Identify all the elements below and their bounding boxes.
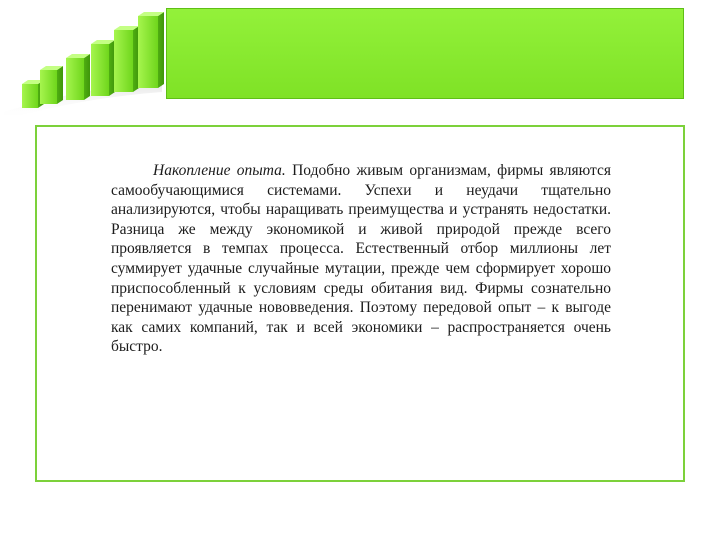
body-lead: Накопление опыта. [153,162,286,179]
body-paragraph [111,161,611,357]
slide-title-banner [166,8,684,99]
body-text: Подобно живым организмам, фирмы являются самообучающимися системами. Успехи и неудачи тщательно анализируются, чтобы наращивать преимущества и устранять недостатки. Разница же между экономикой и живой природой прежде всего проявляется в темпах процесса. Естественный отбор миллионы лет суммирует удачные случайные мутации, прежде чем сформирует хорошо приспособленный к условиям среды обитания вид. Фирмы сознательно перенимают удачные нововведения. Поэтому передовой опыт – к выгоде как самих компаний, так и всей экономики – распространяется очень быстро. [111,162,612,356]
bar-chart-icon [0,0,170,120]
